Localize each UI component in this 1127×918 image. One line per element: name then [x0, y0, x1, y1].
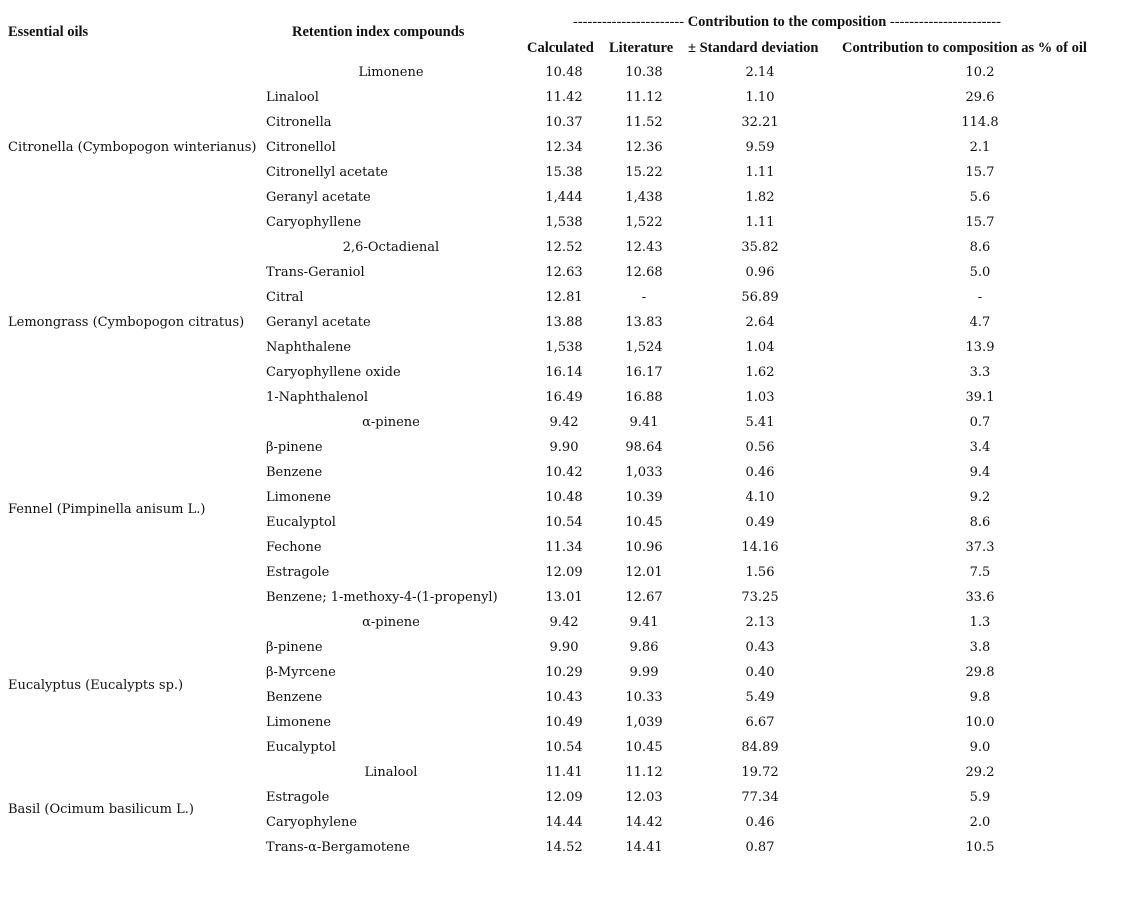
literature-value: 10.96	[625, 540, 663, 555]
std-dev-value: 1.82	[745, 190, 775, 205]
calculated-value: 12.09	[545, 790, 583, 805]
std-dev-value: 0.96	[745, 265, 775, 280]
header-standard-deviation: ± Standard deviation	[688, 40, 819, 56]
compound-name: Geranyl acetate	[266, 315, 371, 330]
std-dev-value: 0.40	[745, 665, 775, 680]
std-dev-value: 0.46	[745, 465, 775, 480]
calculated-value: 13.01	[545, 590, 583, 605]
table-row	[0, 539, 1127, 564]
literature-value: 10.33	[625, 690, 663, 705]
literature-value: 12.67	[625, 590, 663, 605]
calculated-value: 12.63	[545, 265, 583, 280]
calculated-value: 10.29	[545, 665, 583, 680]
header-retention-index-compounds: Retention index compounds	[292, 24, 465, 40]
compound-name: Trans-α-Bergamotene	[266, 840, 410, 855]
oil-group-label: Lemongrass (Cymbopogon citratus)	[8, 315, 245, 330]
compound-name: Estragole	[266, 790, 330, 805]
calculated-value: 12.34	[545, 140, 583, 155]
compound-name: Caryophyllene	[266, 215, 362, 230]
calculated-value: 10.48	[545, 65, 583, 80]
table-row	[0, 289, 1127, 314]
table-row	[0, 239, 1127, 264]
std-dev-value: 0.49	[745, 515, 775, 530]
table-row	[0, 589, 1127, 614]
compound-name: β-pinene	[266, 440, 323, 455]
header-essential-oils: Essential oils	[8, 24, 89, 40]
table-row	[0, 514, 1127, 539]
table-row	[0, 364, 1127, 389]
table-row	[0, 639, 1127, 664]
pct-of-oil-value: 3.4	[969, 440, 991, 455]
oil-group-label: Citronella (Cymbopogon winterianus)	[8, 140, 257, 155]
calculated-value: 10.37	[545, 115, 583, 130]
pct-of-oil-value: -	[977, 290, 983, 305]
calculated-value: 10.42	[545, 465, 583, 480]
table-row	[0, 89, 1127, 114]
pct-of-oil-value: 15.7	[965, 215, 995, 230]
std-dev-value: 1.04	[745, 340, 775, 355]
table-row	[0, 614, 1127, 639]
compound-name: α-pinene	[362, 615, 420, 630]
std-dev-value: 2.13	[745, 615, 775, 630]
compound-name: Limonene	[358, 65, 424, 80]
std-dev-value: 5.41	[745, 415, 775, 430]
std-dev-value: 0.43	[745, 640, 775, 655]
literature-value: 16.88	[625, 390, 663, 405]
literature-value: 98.64	[625, 440, 663, 455]
table-row	[0, 764, 1127, 789]
std-dev-value: 1.03	[745, 390, 775, 405]
table-row	[0, 839, 1127, 864]
std-dev-value: 1.11	[745, 165, 775, 180]
literature-value: 12.36	[625, 140, 663, 155]
pct-of-oil-value: 2.1	[969, 140, 991, 155]
literature-value: 10.45	[625, 515, 663, 530]
compound-name: Geranyl acetate	[266, 190, 371, 205]
calculated-value: 14.44	[545, 815, 583, 830]
std-dev-value: 0.46	[745, 815, 775, 830]
literature-value: 12.01	[625, 565, 663, 580]
table-row	[0, 464, 1127, 489]
pct-of-oil-value: 29.6	[965, 90, 995, 105]
compound-name: Benzene	[266, 690, 323, 705]
calculated-value: 10.54	[545, 515, 583, 530]
std-dev-value: 0.56	[745, 440, 775, 455]
pct-of-oil-value: 10.5	[965, 840, 995, 855]
pct-of-oil-value: 2.0	[969, 815, 991, 830]
calculated-value: 10.43	[545, 690, 583, 705]
table-row	[0, 314, 1127, 339]
compound-name: Citronella	[266, 115, 332, 130]
pct-of-oil-value: 10.2	[965, 65, 995, 80]
compound-name: Caryophyllene oxide	[266, 365, 401, 380]
table-row	[0, 214, 1127, 239]
table-row	[0, 164, 1127, 189]
header-calculated: Calculated	[527, 40, 594, 56]
oil-group-label: Fennel (Pimpinella anisum L.)	[8, 502, 206, 517]
calculated-value: 14.52	[545, 840, 583, 855]
compound-name: Benzene	[266, 465, 323, 480]
literature-value: 14.41	[625, 840, 663, 855]
std-dev-value: 84.89	[741, 740, 779, 755]
literature-value: 10.45	[625, 740, 663, 755]
pct-of-oil-value: 15.7	[965, 165, 995, 180]
compound-name: α-pinene	[362, 415, 420, 430]
literature-value: 12.43	[625, 240, 663, 255]
compound-name: Linalool	[364, 765, 418, 780]
header-dashes-right: -----------------------	[889, 14, 1001, 30]
header-percent-of-oil: Contribution to composition as % of oil	[842, 40, 1087, 56]
std-dev-value: 73.25	[741, 590, 779, 605]
literature-value: 12.03	[625, 790, 663, 805]
std-dev-value: 0.87	[745, 840, 775, 855]
calculated-value: 13.88	[545, 315, 583, 330]
literature-value: 11.12	[625, 765, 663, 780]
compound-name: Citronellyl acetate	[266, 165, 389, 180]
pct-of-oil-value: 29.8	[965, 665, 995, 680]
calculated-value: 1,538	[545, 215, 583, 230]
table-row	[0, 789, 1127, 814]
pct-of-oil-value: 1.3	[969, 615, 991, 630]
table-row	[0, 664, 1127, 689]
compound-name: Trans-Geraniol	[266, 265, 365, 280]
pct-of-oil-value: 9.8	[969, 690, 991, 705]
std-dev-value: 2.14	[745, 65, 775, 80]
calculated-value: 12.81	[545, 290, 583, 305]
literature-value: 9.99	[629, 665, 659, 680]
table-row	[0, 264, 1127, 289]
compound-name: Eucalyptol	[266, 740, 336, 755]
compound-name: Naphthalene	[266, 340, 352, 355]
calculated-value: 10.54	[545, 740, 583, 755]
literature-value: 12.68	[625, 265, 663, 280]
table-row	[0, 564, 1127, 589]
literature-value: 9.41	[629, 615, 659, 630]
table-row	[0, 714, 1127, 739]
oil-group-label: Basil (Ocimum basilicum L.)	[8, 802, 194, 817]
compound-name: Citronellol	[266, 140, 336, 155]
compound-name: Citral	[266, 290, 304, 305]
calculated-value: 11.41	[545, 765, 583, 780]
pct-of-oil-value: 5.6	[969, 190, 991, 205]
compound-name: Eucalyptol	[266, 515, 336, 530]
pct-of-oil-value: 3.3	[969, 365, 991, 380]
pct-of-oil-value: 9.4	[969, 465, 991, 480]
header-contribution-label: Contribution to the composition	[687, 14, 887, 30]
literature-value: 14.42	[625, 815, 663, 830]
pct-of-oil-value: 114.8	[961, 115, 999, 130]
calculated-value: 1,538	[545, 340, 583, 355]
calculated-value: 9.42	[549, 415, 579, 430]
compound-name: Caryophylene	[266, 815, 358, 830]
std-dev-value: 1.11	[745, 215, 775, 230]
literature-value: 10.39	[625, 490, 663, 505]
calculated-value: 12.09	[545, 565, 583, 580]
compound-name: 1-Naphthalenol	[266, 390, 369, 405]
calculated-value: 12.52	[545, 240, 583, 255]
oil-group-label: Eucalyptus (Eucalypts sp.)	[8, 678, 184, 693]
calculated-value: 10.49	[545, 715, 583, 730]
std-dev-value: 56.89	[741, 290, 779, 305]
std-dev-value: 77.34	[741, 790, 779, 805]
calculated-value: 15.38	[545, 165, 583, 180]
literature-value: 13.83	[625, 315, 663, 330]
std-dev-value: 2.64	[745, 315, 775, 330]
pct-of-oil-value: 0.7	[969, 415, 991, 430]
calculated-value: 10.48	[545, 490, 583, 505]
pct-of-oil-value: 8.6	[969, 240, 991, 255]
pct-of-oil-value: 39.1	[965, 390, 995, 405]
literature-value: 1,438	[625, 190, 663, 205]
std-dev-value: 1.56	[745, 565, 775, 580]
calculated-value: 9.90	[549, 640, 579, 655]
pct-of-oil-value: 5.0	[969, 265, 991, 280]
compound-name: Limonene	[266, 490, 332, 505]
std-dev-value: 4.10	[745, 490, 775, 505]
std-dev-value: 1.10	[745, 90, 775, 105]
literature-value: -	[641, 290, 647, 305]
std-dev-value: 6.67	[745, 715, 775, 730]
pct-of-oil-value: 7.5	[969, 565, 991, 580]
compound-name: Estragole	[266, 565, 330, 580]
literature-value: 15.22	[625, 165, 663, 180]
table-row	[0, 339, 1127, 364]
pct-of-oil-value: 37.3	[965, 540, 995, 555]
literature-value: 9.86	[629, 640, 659, 655]
literature-value: 1,522	[625, 215, 663, 230]
header-literature: Literature	[609, 40, 674, 56]
literature-value: 16.17	[625, 365, 663, 380]
header-dashes-left: -----------------------	[573, 14, 685, 30]
table-row	[0, 389, 1127, 414]
std-dev-value: 5.49	[745, 690, 775, 705]
compound-name: Limonene	[266, 715, 332, 730]
table-row	[0, 739, 1127, 764]
std-dev-value: 35.82	[741, 240, 779, 255]
literature-value: 1,033	[625, 465, 663, 480]
literature-value: 1,524	[625, 340, 663, 355]
compound-name: 2,6-Octadienal	[342, 240, 440, 255]
table-row	[0, 139, 1127, 164]
table-row	[0, 439, 1127, 464]
table-row	[0, 689, 1127, 714]
table-row	[0, 489, 1127, 514]
pct-of-oil-value: 3.8	[969, 640, 991, 655]
compound-name: Fechone	[266, 540, 322, 555]
std-dev-value: 19.72	[741, 765, 779, 780]
literature-value: 10.38	[625, 65, 663, 80]
table-row	[0, 814, 1127, 839]
pct-of-oil-value: 8.6	[969, 515, 991, 530]
pct-of-oil-value: 33.6	[965, 590, 995, 605]
std-dev-value: 1.62	[745, 365, 775, 380]
calculated-value: 9.42	[549, 615, 579, 630]
calculated-value: 9.90	[549, 440, 579, 455]
literature-value: 11.52	[625, 115, 663, 130]
literature-value: 9.41	[629, 415, 659, 430]
pct-of-oil-value: 29.2	[965, 765, 995, 780]
calculated-value: 11.34	[545, 540, 583, 555]
compound-name: Benzene; 1-methoxy-4-(1-propenyl)	[266, 590, 498, 605]
calculated-value: 11.42	[545, 90, 583, 105]
std-dev-value: 32.21	[741, 115, 779, 130]
table-row	[0, 414, 1127, 439]
pct-of-oil-value: 9.0	[969, 740, 991, 755]
literature-value: 1,039	[625, 715, 663, 730]
pct-of-oil-value: 4.7	[969, 315, 991, 330]
compound-name: Linalool	[266, 90, 319, 105]
calculated-value: 16.14	[545, 365, 583, 380]
std-dev-value: 14.16	[741, 540, 779, 555]
table-row	[0, 114, 1127, 139]
std-dev-value: 9.59	[745, 140, 775, 155]
header-contribution-group	[573, 13, 1001, 31]
pct-of-oil-value: 10.0	[965, 715, 995, 730]
pct-of-oil-value: 5.9	[969, 790, 991, 805]
pct-of-oil-value: 13.9	[965, 340, 995, 355]
compound-name: β-pinene	[266, 640, 323, 655]
calculated-value: 1,444	[545, 190, 583, 205]
compound-name: β-Myrcene	[266, 665, 336, 680]
pct-of-oil-value: 9.2	[969, 490, 991, 505]
table-row	[0, 64, 1127, 89]
calculated-value: 16.49	[545, 390, 583, 405]
table-row	[0, 189, 1127, 214]
literature-value: 11.12	[625, 90, 663, 105]
